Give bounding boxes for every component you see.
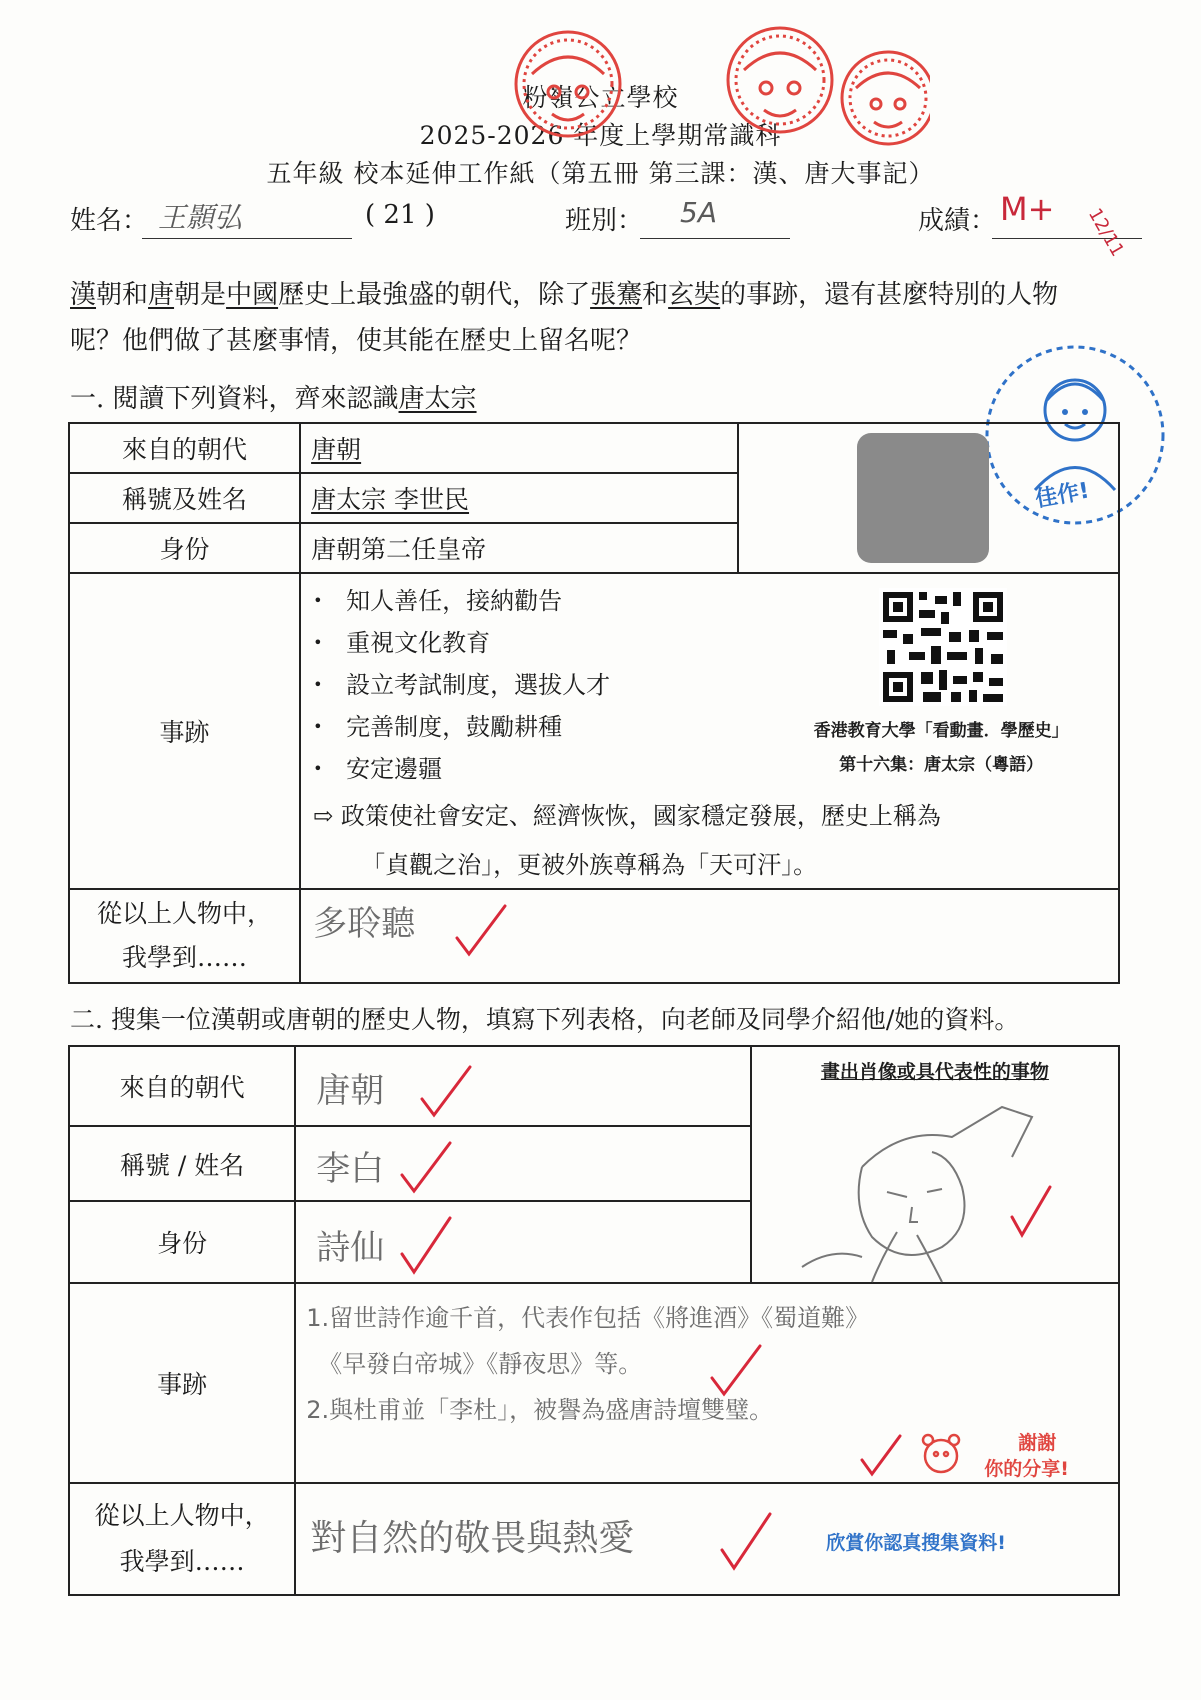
section2-heading: 二. 搜集一位漢朝或唐朝的歷史人物，填寫下列表格，向老師及同學介紹他/她的資料。 [70,1005,1020,1034]
thanks-text-1: 謝謝 [1018,1432,1057,1454]
s1-deed: • 知人善任，接納勸告 [301,580,1118,622]
school-name: 粉嶺公立學校 [522,83,679,112]
qr-caption-1: 香港教育大學「看動畫．學歷史」 [813,721,1069,741]
s2-deeds-line1: 1.留世詩作逾千首，代表作包括《將進酒》《蜀道難》 [306,1304,870,1332]
s1-title-label: 稱號及姓名 [69,473,300,523]
s1-deed: • 重視文化教育 [301,622,1118,664]
intro-line-1: 漢朝和唐朝是中國歷史上最強盛的朝代，除了張騫和玄奘的事跡，還有甚麼特別的人物 [70,280,1059,310]
s1-deed: • 完善制度，鼓勵耕種 [301,706,1118,748]
s2-learn-cell [295,1483,1119,1595]
s1-learn-value: 多聆聽 [313,904,416,944]
s1-title-value: 唐太宗 李世民 [300,473,738,523]
qr-caption-2: 第十六集：唐太宗（粵語） [839,755,1044,775]
s2-deeds-cell [295,1283,1119,1483]
check-mark-icon [396,1137,456,1197]
s2-title-value-cell [295,1126,751,1201]
thanks-text-2: 你的分享! [984,1458,1069,1480]
section1-table [68,422,1120,984]
s2-learn-label: 從以上人物中， 我學到…… [69,1483,295,1595]
s1-learn-cell [300,889,1119,983]
grade-label: 成績： [918,206,997,236]
portrait-cell [738,423,1119,573]
s2-learn-value: 對自然的敬畏與熱愛 [310,1518,635,1559]
check-mark-icon [451,900,511,960]
s2-identity-value: 詩仙 [316,1228,385,1268]
s2-dynasty-label: 來自的朝代 [69,1046,295,1126]
s1-learn-label: 從以上人物中， 我學到…… [69,889,300,983]
check-mark-icon [716,1508,776,1574]
check-mark-icon [706,1340,766,1400]
name-value: 王顥弘 [158,201,243,234]
student-number: ( 21 ) [365,200,435,230]
s2-deeds-label: 事跡 [69,1283,295,1483]
appreciate-text: 欣賞你認真搜集資料! [826,1532,1006,1554]
check-mark-icon [416,1061,476,1121]
s2-dynasty-value: 唐朝 [316,1071,385,1111]
class-value: 5A [680,196,717,229]
bear-sticker-icon [916,1430,966,1476]
s1-deeds-cell [300,573,1119,889]
s2-deeds-line2: 《早發白帝城》《靜夜思》等。 [318,1350,643,1378]
s1-dynasty-value: 唐朝 [300,423,738,473]
s2-identity-label: 身份 [69,1201,295,1283]
check-mark-icon [856,1430,906,1480]
s1-dynasty-label: 來自的朝代 [69,423,300,473]
s1-deed: • 安定邊疆 [301,748,1118,790]
s1-deeds-summary-2: 「貞觀之治」，更被外族尊稱為「天可汗」。 [361,851,818,879]
grade-value: M+ [1000,190,1055,228]
s2-title-value: 李白 [316,1149,385,1189]
good-work-text: 佳作! [1033,478,1092,513]
check-mark-icon [396,1212,456,1278]
name-label: 姓名： [70,206,149,236]
school-year: 2025-2026 年度上學期常識科 [419,121,782,150]
grade-date: 12/11 [1083,204,1128,261]
drawing-cell [751,1046,1119,1283]
s2-deeds-line3: 2.與杜甫並「李杜」，被譽為盛唐詩壇雙璧。 [306,1396,774,1424]
s2-dynasty-value-cell [295,1046,751,1126]
section1-heading: 一. 閱讀下列資料，齊來認識唐太宗 [70,384,477,414]
class-label: 班別： [565,206,644,236]
s2-title-label: 稱號 / 姓名 [69,1126,295,1201]
s2-identity-value-cell [295,1201,751,1283]
s1-deeds-label: 事跡 [69,573,300,889]
qr-code[interactable] [879,588,1007,706]
portrait-image [857,433,989,563]
drawing-label: 畫出肖像或具代表性的事物 [820,1061,1049,1083]
s1-identity-value: 唐朝第二任皇帝 [300,523,738,573]
li-bai-sketch [782,1097,1082,1287]
s1-identity-label: 身份 [69,523,300,573]
s1-deed: • 設立考試制度，選拔人才 [301,664,1118,706]
red-stamps [510,22,930,152]
s1-deeds-summary-1: ⇨ 政策使社會安定、經濟恢恢，國家穩定發展，歷史上稱為 [313,802,941,830]
worksheet-title: 五年級 校本延伸工作紙（第五冊 第三課：漢、唐大事記） [266,159,935,188]
intro-line-2: 呢？他們做了甚麼事情，使其能在歷史上留名呢？ [70,326,643,356]
section2-table [68,1045,1120,1596]
